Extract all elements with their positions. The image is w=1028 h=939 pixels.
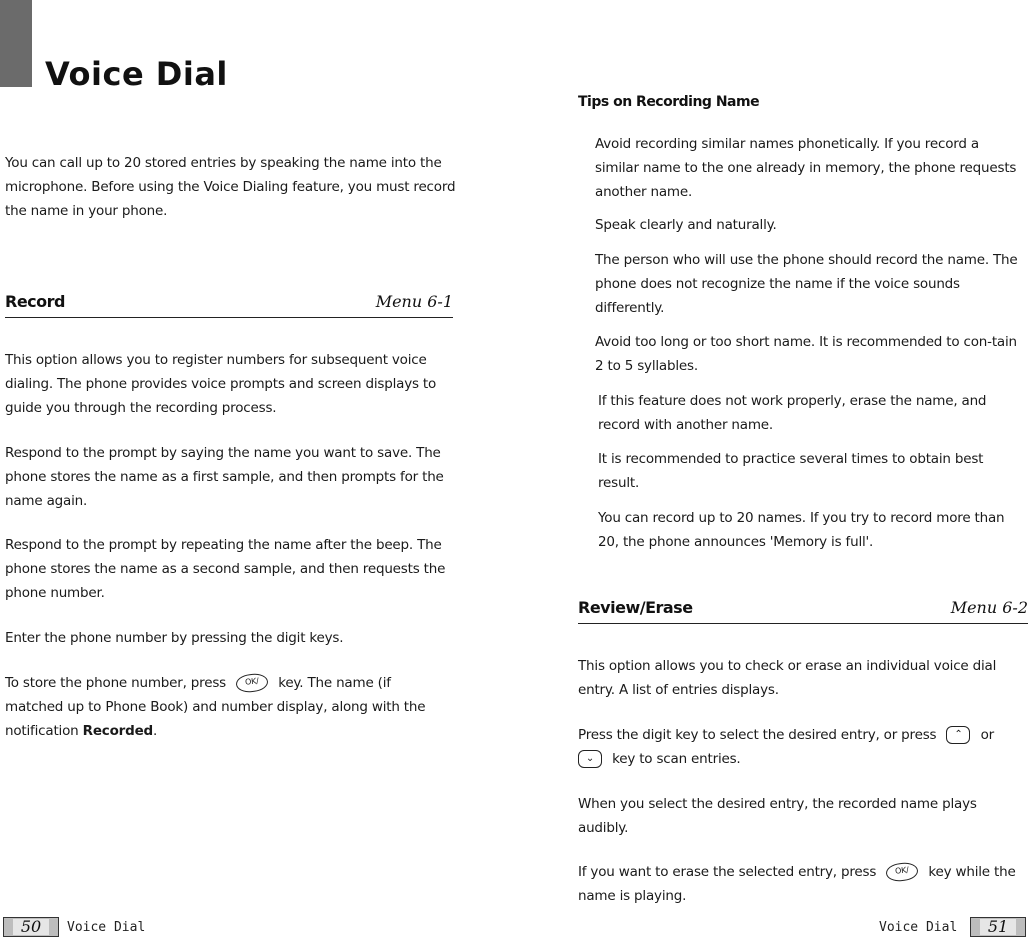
page-title: Voice Dial	[45, 55, 228, 93]
ok-key-icon: OK/	[885, 861, 919, 882]
review-paragraph-3: When you select the desired entry, the recorded name plays audibly.	[578, 796, 977, 836]
left-page-number: 50	[13, 919, 49, 935]
review-paragraph-1: This option allows you to check or erase an individual voice dial entry. A list of entries displays.	[578, 658, 997, 698]
store-text-pre: To store the phone number, press	[5, 675, 226, 691]
review-p4-post: key while the name is playing.	[578, 864, 1016, 904]
review-p2-or: or	[980, 727, 994, 743]
intro-paragraph: You can call up to 20 stored entries by speaking the name into the microphone. Before using the Voice Dialing feature, you must record the name in your phone.	[5, 155, 456, 219]
review-p2-pre: Press the digit key to select the desired entry, or press	[578, 727, 937, 743]
record-paragraph-3: Respond to the prompt by repeating the name after the beep. The phone stores the name as a second sample, and then requests the phone number.	[5, 537, 446, 601]
down-key-icon: ⌄	[578, 750, 602, 768]
record-paragraph-1: This option allows you to register numbers for subsequent voice dialing. The phone provides voice prompts and screen displays to guide you through the recording process.	[5, 352, 437, 416]
store-period: .	[153, 723, 158, 739]
record-paragraph-4: Enter the phone number by pressing the digit keys.	[5, 630, 344, 646]
tip-item-6: It is recommended to practice several times to obtain best result.	[598, 451, 984, 491]
right-page-number: 51	[980, 919, 1016, 935]
tip-item-3: The person who will use the phone should record the name. The phone does not recognize the name if the voice sounds differently.	[595, 252, 1018, 316]
tip-item-2: Speak clearly and naturally.	[595, 217, 777, 233]
review-p2-post: key to scan entries.	[612, 751, 741, 767]
review-section-menu: Menu 6-2	[950, 598, 1028, 617]
record-paragraph-store	[5, 671, 445, 743]
tips-title: Tips on Recording Name	[578, 94, 760, 110]
record-section-menu: Menu 6-1	[375, 292, 453, 311]
right-footer-label: Voice Dial	[879, 920, 958, 935]
left-footer-label: Voice Dial	[67, 920, 146, 935]
tip-item-1: Avoid recording similar names phonetically. If you record a similar name to the one already in memory, the phone requests another name.	[595, 136, 1017, 200]
review-section-title: Review/Erase	[578, 598, 693, 617]
review-section-header	[578, 598, 1028, 624]
left-page-number-box	[3, 917, 59, 937]
review-paragraph-2	[578, 723, 1028, 771]
right-page-number-box	[970, 917, 1026, 937]
record-section-header	[5, 292, 453, 318]
ok-key-icon: OK/	[235, 672, 269, 693]
store-text-post: key. The name (if matched up to Phone Book) and number display, along with the notification	[5, 675, 426, 739]
record-section-title: Record	[5, 292, 65, 311]
tip-item-4: Avoid too long or too short name. It is recommended to con-tain 2 to 5 syllables.	[595, 334, 1017, 374]
record-paragraph-2: Respond to the prompt by saying the name you want to save. The phone stores the name as a first sample, and then prompts for the name again.	[5, 445, 444, 509]
tip-item-7: You can record up to 20 names. If you try to record more than 20, the phone announces 'Memory is full'.	[598, 510, 1005, 550]
review-paragraph-4	[578, 860, 1026, 908]
review-p4-pre: If you want to erase the selected entry, press	[578, 864, 877, 880]
chapter-tab-marker	[0, 0, 32, 87]
up-key-icon: ⌃	[946, 726, 970, 744]
tip-item-5: If this feature does not work properly, erase the name, and record with another name.	[598, 393, 987, 433]
recorded-notification: Recorded	[82, 723, 153, 739]
